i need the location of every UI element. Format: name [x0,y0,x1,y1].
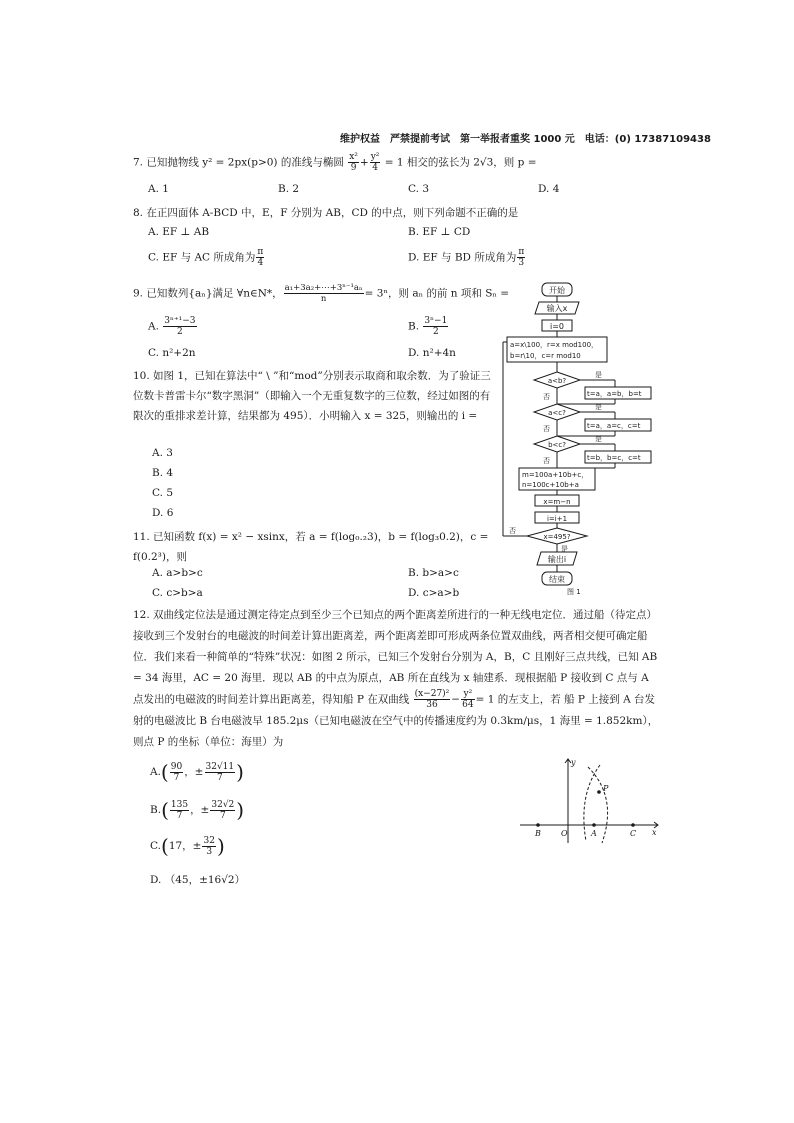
q8-option-c: C. EF 与 AC 所成角为 $\frac{\pi}{4}$ [148,247,264,268]
q11-option-b: B. b>a>c [408,567,459,579]
fc-yes-4: 是 [561,545,568,553]
q8-option-a: A. EF ⊥ AB [148,226,210,238]
q11-option-c: C. c>b>a [152,587,203,599]
q8-option-b: B. EF ⊥ CD [408,226,471,238]
fc-cond1-label: a<b? [547,377,567,385]
label-B: B [535,829,541,838]
fc-compute-label-1: a=x\100，r=x mod100， [510,341,599,349]
fc-swap1-label: t=a，a=b，b=t [587,390,642,398]
fc-mn-label-2: n=100c+10b+a [522,481,579,489]
y-axis-label: y [571,758,576,767]
fc-no-4: 否 [509,527,516,535]
q12-text-b: = 1 的左支上，若 [475,693,561,706]
q12-option-d: D. （45，±16√2） [150,874,246,886]
question-7-stem [133,152,537,173]
q10-option-a: A. 3 [152,447,173,459]
fc-no-1: 否 [543,393,550,401]
figure-2-coordinate [518,755,663,845]
fc-cond2-label: a<c? [548,409,566,417]
label-P: P [603,784,609,793]
question-10-stem: 10. 如图 1，已知在算法中“ \ ”和“mod”分别表示取商和取余数．为了验证三位数卡普雷卡尔“数字黑洞”（即输入一个无重复数字的三位数，经过如图的有限次的重排求差计算，结果都为 495）．小明输入 x = 325，则输出的 i = [133,370,491,422]
point-B [536,823,540,827]
q12-option-a: A.( $\frac{90}{7}$ ，± $\frac{32√11}{7}$ ) [150,760,244,784]
q12-option-b: B.( $\frac{135}{7}$ ，± $\frac{32√2}{7}$ ) [150,798,245,822]
question-9-stem: 9. 已知数列{aₙ}满足 ∀n∈N*， $\frac{\text{a₁+3a₂+⋯+3ⁿ⁻¹aₙ}}{n}$ = 3ⁿ，则 aₙ 的前 n 项和 Sₙ = [133,283,510,304]
flowchart-figure-1 [495,280,695,600]
q7-text-a: 7. 已知抛物线 y² = 2px(p>0) 的准线与椭圆 [133,156,344,169]
fc-end-label: 结束 [549,575,565,584]
q9-option-a: A. $\frac{\text{3ⁿ⁺¹−3}}{2}$ [148,316,196,337]
q10-option-d: D. 6 [152,507,174,519]
q12-text-a: 12. 双曲线定位法是通过测定待定点到至少三个已知点的两个距离差所进行的一种无线电定位．通过船（待定点）接收到三个发射台的电磁波的时间差计算出距离差，两个距离差即可形成两条位置双曲线，两者相交便可确定船位．我们来看一种简单的“特殊”状况：如图 2 所示，已知三个发射台分别为 A，B，C 且刚好三点共线，已知 AB = 34 海里，AC = 20 海里．现以 AB 的中点为原点，AB 所在直线为 x 轴建系．现根据船 P 接收到 C 点与 A 点发出的电磁波的时间差计算出距离差，得知船 P 在双曲线 [133,609,658,706]
q7-option-a: A. 1 [148,183,169,195]
label-O: O [561,829,568,838]
label-C: C [630,829,637,838]
fc-yes-2: 是 [595,403,602,411]
q7-plus: + [359,156,369,169]
q12-hyperbola-frac-2: $\frac{\text{y²}}{64}$ [462,689,474,710]
question-11-stem: 11. 已知函数 f(x) = x² − xsinx，若 a = f(log₀.₂3)，b = f(log₃0.2)，c = f(0.2³)，则 [133,531,489,563]
fc-start-label: 开始 [549,286,565,295]
q11-option-d: D. c>a>b [408,587,460,599]
q7-option-b: B. 2 [278,183,300,195]
page-header: 维护权益 严禁提前考试 第一举报者重奖 1000 元 电话：(0) 17387109438 [340,134,711,145]
question-12-stem: 12. 双曲线定位法是通过测定待定点到至少三个已知点的两个距离差所进行的一种无线电定位．通过船（待定点）接收到三个发射台的电磁波的时间差计算出距离差，两个距离差即可形成两条位置双曲线，两者相交便可确定船位．我们来看一种简单的“特殊”状况：如图 2 所示，已知三个发射台分别为 A，B，C 且刚好三点共线，已知 AB = 34 海里，AC = 20 海里．现以 AB 的中点为原点，AB 所在直线为 x 轴建系．现根据船 P 接收到 C 点与 A 点发出的电磁波的时间差计算出距离差，得知船 P 在双曲线 $\frac{\text{(x−27)²}}{36}$ − $\frac{\text{y²}}{64}$ = 1 的左支上，若 船 P 上接到 A 台发射的电磁波比 B 台电磁波早 185.2μs（已知电磁波在空气中的传播速度约为 0.3km/μs，1 海里 = 1.852km），则点 P 的坐标（单位：海里）为 [133,609,659,748]
q7-option-d: D. 4 [538,183,560,195]
q9-option-d: D. n²+4n [408,347,456,359]
q11-option-a: A. a>b>c [152,567,203,579]
q7-fraction-1: $\frac{\text{x²}}{9}$ [349,152,358,173]
label-A: A [591,829,597,838]
fc-mn-label-1: m=100a+10b+c， [522,471,589,479]
fc-yes-1: 是 [595,371,602,379]
fc-inc-label: i=i+1 [546,515,568,523]
q7-fraction-2: $\frac{\text{y²}}{4}$ [370,152,380,173]
fc-diff-label: x=m−n [543,498,571,506]
q12-hyperbola-frac-1: $\frac{\text{(x−27)²}}{36}$ [414,689,450,710]
q9-option-c: C. n²+2n [148,347,196,359]
q12-text-c: 船 P 上接到 A 台发射的电磁波比 B 台电磁波早 185.2μs（已知电磁波在空气中的传播速度约为 0.3km/μs，1 海里 = 1.852km），则点 P 的坐标（单位：海里）为 [133,693,659,748]
question-8-stem: 8. 在正四面体 A-BCD 中，E，F 分别为 AB，CD 的中点，则下列命题不正确的是 [133,207,519,219]
point-P [597,790,601,794]
q7-option-c: C. 3 [408,183,430,195]
fc-no-3: 否 [543,457,550,465]
q10-option-c: C. 5 [152,487,174,499]
q12-option-c: C.(17，± $\frac{32}{3}$ ) [150,834,225,858]
fc-input-label: 输入x [546,304,568,313]
q10-option-b: B. 4 [152,467,174,479]
q7-text-b: = 1 相交的弦长为 2√3，则 p = [384,156,537,169]
point-A [592,823,596,827]
fc-caption: 图 1 [567,588,581,596]
point-C [631,823,635,827]
x-axis-label: x [652,828,657,837]
fc-cond4-label: x=495? [543,533,571,541]
fc-no-2: 否 [543,425,550,433]
fc-init-label: i=0 [549,322,565,331]
fc-yes-3: 是 [595,435,602,443]
fc-swap2-label: t=a，a=c，c=t [587,422,641,430]
fc-cond3-label: b<c? [548,441,566,449]
q9-option-b: B. $\frac{\text{3ⁿ−1}}{2}$ [408,316,448,337]
q8-option-d: D. EF 与 BD 所成角为 $\frac{\pi}{3}$ [408,247,525,268]
fc-output-label: 输出i [547,555,567,564]
fc-swap3-label: t=b，b=c，c=t [587,454,641,462]
fc-compute-label-2: b=r\10，c=r mod10 [510,352,581,360]
